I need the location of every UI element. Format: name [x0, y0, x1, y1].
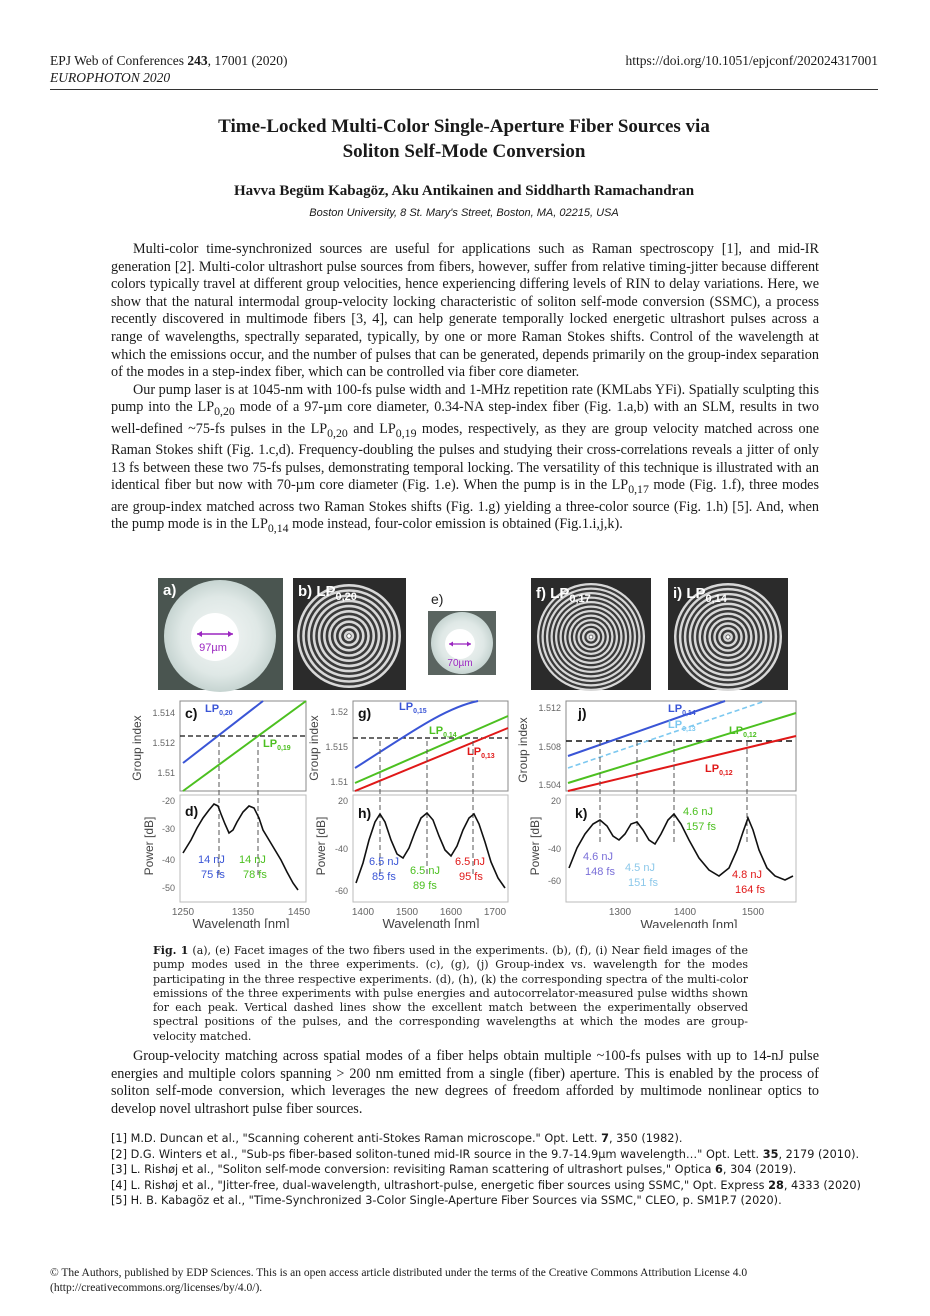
g-mode-label-2: $LP_{0,14}$ [429, 725, 457, 739]
c-ytick-1: 1.514 [152, 708, 175, 718]
j-ytick-2: 1.508 [538, 742, 561, 752]
panel-label-a: a) [163, 582, 177, 599]
near-field-image-f [531, 578, 651, 691]
article-number: , 17001 (2020) [207, 53, 288, 68]
h-ytick-2: -40 [334, 844, 348, 854]
d-peak2-width: 78 fs [243, 869, 267, 881]
g-ytick-1: 1.52 [330, 707, 348, 717]
d-x-label: Wavelength [nm] [192, 916, 290, 928]
paragraph-1: Multi-color time-synchronized sources are useful for applications such as Raman spectroscopy [1], and mid-IR generation [2]. Multi-color ultrashort pulse sources from fibers, however, suffer from relative timing-jitter because different colors typically travel at different group velocities, hence experiencing differing levels of RIN to delay variations. Here, we show that the natural intermodal group-velocity locking characteristic of soliton self-mode conversion (SSMC), a process recently discovered in multimode fibers [3, 4], can help generate temporally locked energetic ultrashort pulses across a range of wavelengths, spectrally separated, typically, by one or more Raman Stokes shifts. Control of the wavelength at which the emissions occur, and the number of pulses that can be generated, depends primarily on the group-index separation of the modes in a step-index fiber, which can be controlled via fiber core diameter. [111, 241, 819, 381]
h-xtick-2: 1500 [395, 907, 419, 918]
d-ytick-4: -50 [161, 883, 175, 893]
h-peak2-width: 89 fs [413, 880, 437, 892]
y-label-power-d: Power [dB] [142, 816, 156, 876]
j-mode-label-4: $LP_{0,12}$ [705, 763, 733, 777]
k-peak1-energy: 4.6 nJ [583, 851, 613, 863]
k-peak3-energy: 4.6 nJ [683, 806, 713, 818]
ring-core [589, 635, 592, 638]
h-xtick-1: 1400 [351, 907, 375, 918]
core-diameter-a: 97µm [199, 642, 227, 654]
k-peak4-energy: 4.8 nJ [732, 869, 762, 881]
k-ytick-3: -60 [547, 876, 561, 886]
g-panel-label: g) [358, 705, 372, 721]
journal-name: EPJ Web of Conferences [50, 53, 188, 68]
k-peak4-width: 164 fs [735, 884, 765, 896]
chart-j [538, 701, 796, 791]
paragraph-3: Group-velocity matching across spatial modes of a fiber helps obtain multiple ~100-fs pulses with up to 14-nJ pulse energies and multiple colors spanning > 200 nm emitted from a single (fiber) aperture. This is enabled by the process of soliton self-mode conversion, which leverages the new degrees of freedom afforded by multimode nonlinear optics to develop novel ultrashort pulse fiber sources. [111, 1048, 819, 1117]
k-xtick-2: 1400 [673, 907, 697, 918]
near-field-image-i [668, 578, 788, 691]
h-peak3-width: 95 fs [459, 871, 483, 883]
g-ytick-3: 1.51 [330, 777, 348, 787]
panel-label-e: e) [431, 591, 444, 607]
license-text: © The Authors, published by EDP Sciences. This is an open access article distributed under the terms of the Creative Commons Attribution License 4.0 [50, 1267, 748, 1279]
panel-label-b: b) $LP_{0,20}$ [298, 583, 357, 603]
j-ytick-3: 1.504 [538, 780, 561, 790]
d-peak1-width: 75 fs [201, 869, 225, 881]
reference-5: [5] H. B. Kabagöz et al., "Time-Synchronized 3-Color Single-Aperture Fiber Sources via SSMC," CLEO, p. SM1P.7 (2020). [111, 1194, 782, 1208]
figure-1 [113, 578, 825, 928]
header-divider [50, 89, 878, 90]
figure-caption [153, 944, 748, 1044]
j-mode-label-2: $LP_{0,13}$ [668, 719, 696, 733]
facet-image-e [428, 591, 496, 675]
h-panel-label: h) [358, 805, 372, 821]
chart-h [335, 741, 508, 928]
y-label-power-h: Power [dB] [314, 816, 328, 876]
c-mode-label-1: $LP_{0,20}$ [205, 703, 233, 717]
c-mode-label-2: $LP_{0,19}$ [263, 738, 291, 752]
ring-core [726, 635, 729, 638]
authors: Havva Begüm Kabagöz, Aku Antikainen and Siddharth Ramachandran [233, 183, 695, 199]
references [111, 1131, 861, 1209]
d-panel-label: d) [185, 803, 199, 819]
d-ytick-3: -40 [161, 855, 175, 865]
d-peak1-energy: 14 nJ [198, 854, 225, 866]
d-ytick-1: -20 [161, 796, 175, 806]
title-line-2: Soliton Self-Mode Conversion [342, 141, 586, 162]
panel-label-i: i) $LP_{0,14}$ [673, 585, 727, 605]
affiliation: Boston University, 8 St. Mary's Street, Boston, MA, 02215, USA [309, 207, 619, 219]
chart-d [162, 742, 311, 928]
paper-title [50, 114, 878, 164]
caption-label: Fig. 1 [153, 944, 189, 957]
h-peak2-energy: 6.5 nJ [410, 865, 440, 877]
j-mode-label-3: $LP_{0,12}$ [729, 725, 757, 739]
g-mode-label-3: $LP_{0,13}$ [467, 746, 495, 760]
k-peak2-width: 151 fs [628, 877, 658, 889]
j-panel-label: j) [578, 705, 587, 721]
journal-header [50, 52, 288, 86]
y-label-group-index-c: Group index [130, 715, 144, 781]
k-peak2-energy: 4.5 nJ [625, 862, 655, 874]
c-panel-label: c) [185, 705, 198, 721]
reference-3: [3] L. Rishøj et al., "Soliton self-mode conversion: revisiting Raman scattering of ultrashort pulses," Optica 6, 304 (2019). [111, 1163, 797, 1177]
c-ytick-3: 1.51 [157, 768, 175, 778]
chart-c [152, 701, 306, 791]
paragraph-2: Our pump laser is at 1045-nm with 100-fs pulse width and 1-MHz repetition rate (KMLabs YFi). Spatially sculpting this pump into the $LP_{0,20}$ mode of a 97-µm core diameter, 0.34-NA step-index fiber (Fig. 1.a,b) with an SLM, results in two well-defined ~75-fs pulses in the $LP_{0,20}$ and $LP_{0,19}$ modes, respectively, as they are group velocity matched across one Raman Stokes shift (Fig. 1.c,d). Frequency-doubling the pulses and studying their cross-correlations reveals a jitter of only 13 fs between these two 75-fs pulses, demonstrating temporal locking. The versatility of this technique is illustrated with an identical fiber but now with 70-µm core diameter (Fig. 1.e). When the pump is in the $LP_{0,17}$ mode (Fig. 1.f), three modes are group-index matched across two Raman Stokes shifts (Fig. 1.g) yielding a three-color source (Fig. 1.h) [5]. And, when the pump mode is in the $LP_{0,14}$ mode instead, four-color emission is obtained (Fig.1.i,j,k). [111, 381, 820, 536]
journal-volume: 243 [187, 53, 208, 68]
h-xtick-3: 1600 [439, 907, 463, 918]
h-x-label: Wavelength [nm] [382, 916, 480, 928]
caption-text: (a), (e) Facet images of the two fibers used in the experiments. (b), (f), (i) Near field images of the pump modes used in the three experiments. (c), (g), (j) Group-index vs. wavelength for the modes participating in the three respective experiments. (d), (h), (k) the corresponding spectra of the multi-color emissions of the three experiments with pulse energies and autocorrelator-measured pulse widths shown for each peak. Vertical dashed lines show the excellent match between the experimentally observed spectral positions of the pulses, and the corresponding wavelengths at which the modes are group-velocity matched. [153, 944, 748, 1043]
panel-label-f: f) $LP_{0,17}$ [536, 585, 591, 605]
k-xtick-1: 1300 [608, 907, 632, 918]
body-text-bottom [111, 1048, 819, 1118]
k-panel-label: k) [575, 805, 588, 821]
c-ytick-2: 1.512 [152, 738, 175, 748]
k-ytick-2: -40 [547, 844, 561, 854]
h-ytick-1: 20 [337, 796, 348, 806]
near-field-image-b [293, 578, 406, 690]
d-xtick-1: 1250 [171, 907, 195, 918]
d-xtick-3: 1450 [287, 907, 311, 918]
j-mode-label-1: $LP_{0,14}$ [668, 703, 696, 717]
figure-1-svg [113, 578, 825, 928]
g-ytick-2: 1.515 [325, 742, 348, 752]
doi-link[interactable]: https://doi.org/10.1051/epjconf/202024317001 [625, 53, 878, 68]
k-xtick-3: 1500 [741, 907, 765, 918]
y-label-group-index-g: Group index [307, 715, 321, 781]
reference-2: [2] D.G. Winters et al., "Sub-ps fiber-based soliton-tuned mid-IR source in the 9.7-14.9µm wavelength…" Opt. Lett. 35, 2179 (2010). [111, 1147, 860, 1161]
d-xtick-2: 1350 [231, 907, 255, 918]
k-peak1-width: 148 fs [585, 866, 615, 878]
y-label-group-index-j: Group index [516, 717, 530, 783]
reference-1: [1] M.D. Duncan et al., "Scanning coherent anti-Stokes Raman microscope." Opt. Lett. 7, 350 (1982). [111, 1132, 683, 1145]
body-text-top [111, 241, 819, 538]
h-peak1-width: 85 fs [372, 871, 396, 883]
k-ytick-1: 20 [550, 796, 561, 806]
h-peak1-energy: 6.5 nJ [369, 856, 399, 868]
d-peak2-energy: 14 nJ [239, 854, 266, 866]
d-ytick-2: -30 [161, 824, 175, 834]
j-ytick-1: 1.512 [538, 703, 561, 713]
title-line-1: Time-Locked Multi-Color Single-Aperture Fiber Sources via [218, 116, 710, 137]
h-peak3-energy: 6.5 nJ [455, 856, 485, 868]
core-diameter-e: 70µm [447, 658, 473, 669]
k-peak3-width: 157 fs [686, 821, 716, 833]
h-ytick-3: -60 [334, 886, 348, 896]
license-link[interactable]: (http://creativecommons.org/licenses/by/4.0/). [50, 1282, 263, 1294]
facet-image-a [158, 578, 283, 692]
chart-k [548, 741, 796, 928]
ring-core [347, 634, 351, 638]
conference-name: EUROPHOTON 2020 [50, 70, 171, 85]
k-x-label: Wavelength [nm] [640, 917, 738, 928]
h-xtick-4: 1700 [483, 907, 507, 918]
reference-4: [4] L. Rishøj et al., "Jitter-free, dual-wavelength, ultrashort-pulse, energetic fiber sources using SSMC," Opt. Express 28, 4333 (2020) [111, 1178, 861, 1192]
g-mode-label-1: $LP_{0,15}$ [399, 701, 427, 715]
license-footer [50, 1266, 880, 1296]
j-series-lp014 [568, 701, 725, 756]
y-label-power-k: Power [dB] [528, 816, 542, 876]
chart-g [325, 701, 508, 791]
